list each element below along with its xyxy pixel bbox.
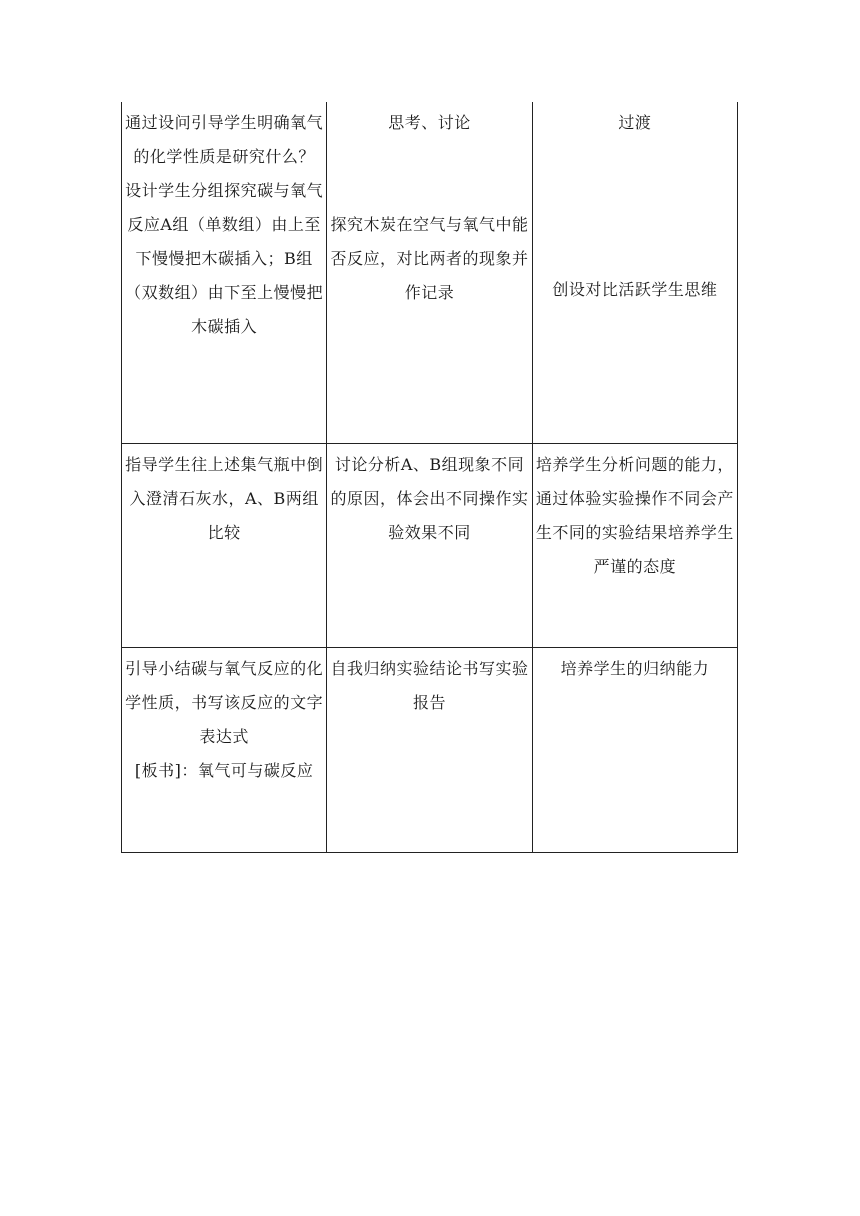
student-activity-text: 思考、讨论 <box>388 113 471 132</box>
teacher-activity-text: 通过设问引导学生明确氧气的化学性质是研究什么？ <box>125 113 324 166</box>
teacher-activity-cell <box>122 444 327 648</box>
design-intent-text: 培养学生的归纳能力 <box>560 659 710 678</box>
teacher-activity-text: 设计学生分组探究碳与氧气反应A组（单数组）由上至下慢慢把木碳插入；B组（双数组）由下至上慢慢把木碳插入 <box>125 181 324 336</box>
student-activity-cell <box>327 648 532 853</box>
student-activity-text: 自我归纳实验结论书写实验报告 <box>330 659 529 712</box>
design-intent-cell <box>532 102 737 444</box>
design-intent-cell <box>532 648 737 853</box>
teacher-activity-text: [板书]：氧气可与碳反应 <box>134 761 314 780</box>
teacher-activity-text: 指导学生往上述集气瓶中倒入澄清石灰水，A、B两组比较 <box>125 455 324 542</box>
design-intent-text: 过渡 <box>618 113 652 132</box>
design-intent-text: 培养学生分析问题的能力，通过体验实验操作不同会产生不同的实验结果培养学生严谨的态度 <box>535 455 734 576</box>
teacher-activity-text: 引导小结碳与氧气反应的化学性质，书写该反应的文字表达式 <box>125 659 324 746</box>
student-activity-text: 探究木炭在空气与氧气中能否反应，对比两者的现象并作记录 <box>330 215 529 302</box>
table-row <box>122 444 738 648</box>
design-intent-text: 创设对比活跃学生思维 <box>552 280 718 299</box>
design-intent-cell <box>532 444 737 648</box>
student-activity-cell <box>327 444 532 648</box>
lesson-plan-table <box>121 102 738 853</box>
teacher-activity-cell <box>122 648 327 853</box>
teacher-activity-cell <box>122 102 327 444</box>
table-row <box>122 102 738 444</box>
student-activity-text: 讨论分析A、B组现象不同的原因，体会出不同操作实验效果不同 <box>330 455 529 542</box>
table-row <box>122 648 738 853</box>
student-activity-cell <box>327 102 532 444</box>
